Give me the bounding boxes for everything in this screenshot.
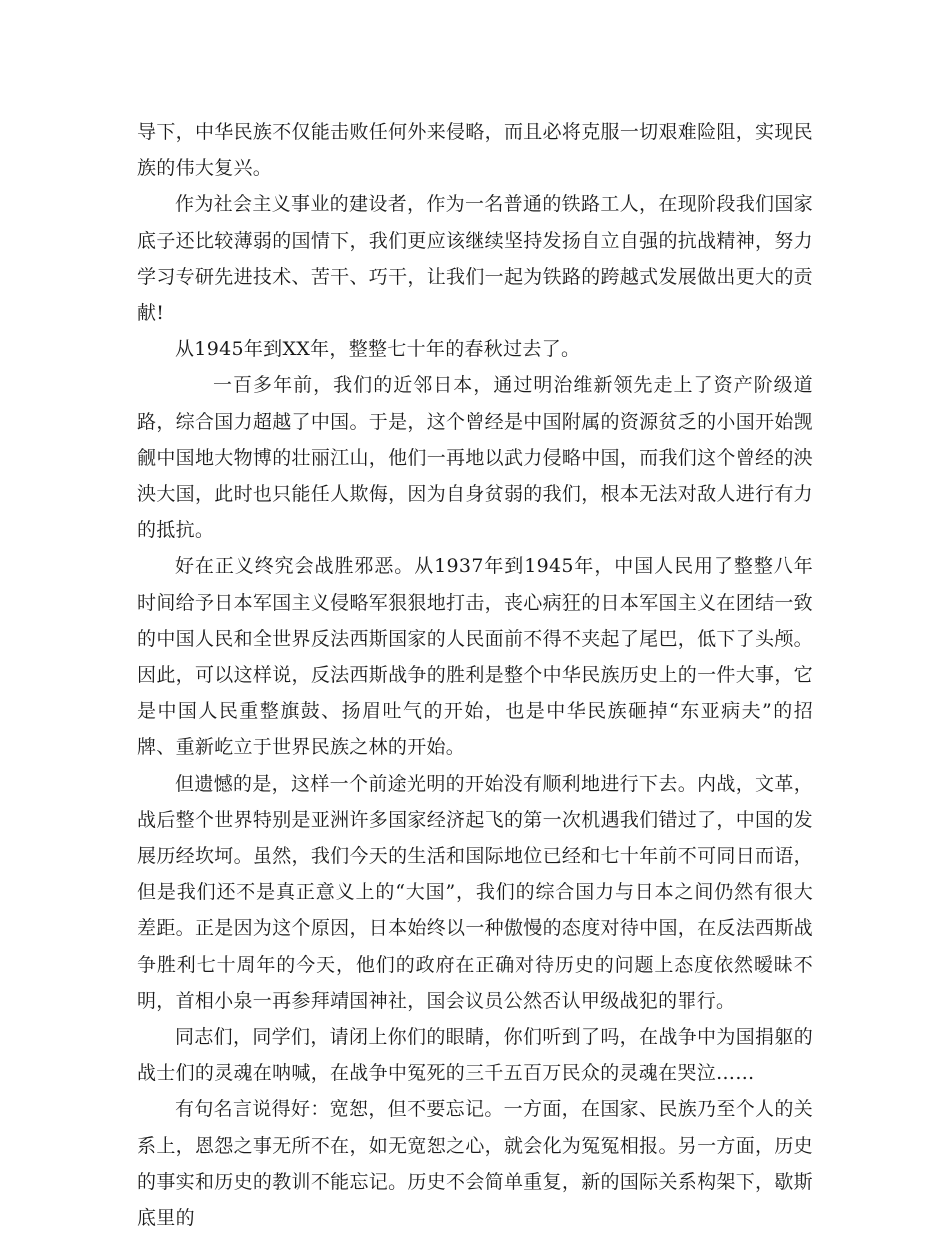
paragraph-forgive-not-forget: 有句名言说得好：宽恕，但不要忘记。一方面，在国家、民族乃至个人的关系上，恩怨之事无所不在，如无宽恕之心，就会化为冤冤相报。另一方面，历史的事实和历史的教训不能忘记。历史不会简单重复，新的国际关系构架下，歇斯底里的 <box>137 1098 813 1230</box>
paragraph-meiji-restoration: 一百多年前，我们的近邻日本，通过明治维新领先走上了资产阶级道路，综合国力超越了中国。于是，这个曾经是中国附属的资源贫乏的小国开始觊觎中国地大物博的壮丽江山，他们一再地以武力侵略中国，而我们这个曾经的泱泱大国，此时也只能任人欺侮，因为自身贫弱的我们，根本无法对敌人进行有力的抵抗。 <box>137 374 813 542</box>
document-body <box>137 114 813 1236</box>
paragraph-victory: 好在正义终究会战胜邪恶。从1937年到1945年，中国人民用了整整八年时间给予日本军国主义侵略军狠狠地打击，丧心病狂的日本军国主义在团结一致的中国人民和全世界反法西斯国家的人民面前不得不夹起了尾巴，低下了头颅。因此，可以这样说，反法西斯战争的胜利是整个中华民族历史上的一件大事，它是中国人民重整旗鼓、扬眉吐气的开始，也是中华民族砸掉“东亚病夫”的招牌、重新屹立于世界民族之林的开始。 <box>137 555 813 759</box>
paragraph-seventy-years: 从1945年到XX年，整整七十年的春秋过去了。 <box>175 338 581 361</box>
paragraph-continuation: 导下，中华民族不仅能击败任何外来侵略，而且必将克服一切艰难险阻，实现民族的伟大复兴。 <box>137 121 813 180</box>
paragraph-comrades: 同志们，同学们，请闭上你们的眼睛，你们听到了吗，在战争中为国捐躯的战士们的灵魂在呐喊，在战争中冤死的三千五百万民众的灵魂在哭泣…… <box>137 1026 813 1085</box>
paragraph-regret: 但遗憾的是，这样一个前途光明的开始没有顺利地进行下去。内战，文革，战后整个世界特别是亚洲许多国家经济起飞的第一次机遇我们错过了，中国的发展历经坎坷。虽然，我们今天的生活和国际地位已经和七十年前不可同日而语，但是我们还不是真正意义上的“大国”，我们的综合国力与日本之间仍然有很大差距。正是因为这个原因，日本始终以一种傲慢的态度对待中国，在反法西斯战争胜利七十周年的今天，他们的政府在正确对待历史的问题上态度依然暧昧不明，首相小泉一再参拜靖国神社，国会议员公然否认甲级战犯的罪行。 <box>137 772 813 1012</box>
paragraph-railway-worker: 作为社会主义事业的建设者，作为一名普通的铁路工人，在现阶段我们国家底子还比较薄弱的国情下，我们更应该继续坚持发扬自立自强的抗战精神，努力学习专研先进技术、苦干、巧干，让我们一起为铁路的跨越式发展做出更大的贡献! <box>137 193 813 325</box>
